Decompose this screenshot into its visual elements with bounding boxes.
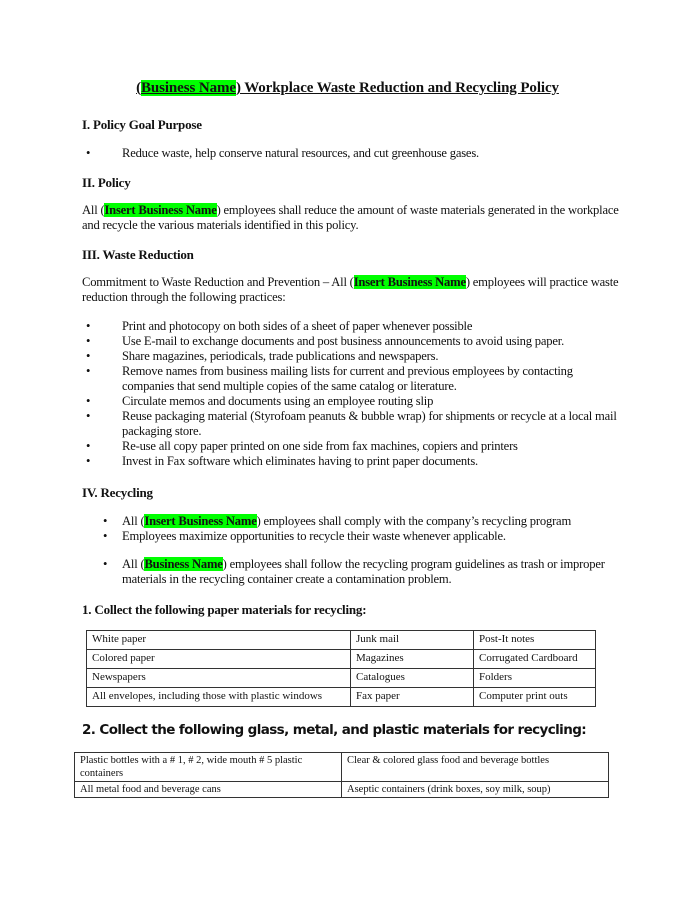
business-name-placeholder: Insert Business Name	[353, 275, 466, 289]
bullet-icon: •	[86, 146, 91, 160]
table-cell: All envelopes, including those with plastic windows	[87, 688, 351, 707]
table-row	[87, 631, 596, 650]
bullet-icon: •	[86, 439, 91, 453]
title-suffix: ) Workplace Waste Reduction and Recycling Policy	[235, 80, 559, 96]
list-item: • Reuse packaging material (Styrofoam peanuts & bubble wrap) for shipments or recycle at a local mail packaging store.	[86, 409, 617, 438]
table-cell: Post-It notes	[474, 631, 596, 650]
bullet-icon: •	[86, 334, 91, 348]
bullet-icon: •	[103, 514, 108, 528]
business-name-placeholder: Business Name	[144, 557, 223, 571]
title-prefix: (	[136, 80, 141, 96]
list-item: • Circulate memos and documents using an employee routing slip	[86, 394, 434, 408]
policy-goal-list	[82, 146, 627, 161]
policy-paragraph: All (Insert Business Name) employees shall reduce the amount of waste materials generated in the workplace and recycle the various materials identified in this policy.	[82, 203, 619, 232]
section-heading-recycling: IV. Recycling	[82, 485, 153, 500]
paper-materials-heading: 1. Collect the following paper materials for recycling:	[82, 602, 367, 617]
bullet-icon: •	[86, 319, 91, 333]
bullet-icon: •	[86, 454, 91, 468]
table-cell: Newspapers	[87, 669, 351, 688]
list-item: • All (Insert Business Name) employees shall comply with the company’s recycling program	[103, 514, 572, 528]
bullet-icon: •	[103, 529, 108, 543]
business-name-placeholder: Insert Business Name	[144, 514, 257, 528]
bullet-icon: •	[86, 409, 91, 423]
bullet-icon: •	[86, 364, 91, 378]
section-heading-policy: II. Policy	[82, 175, 131, 190]
table-cell: Aseptic containers (drink boxes, soy milk, soup)	[342, 782, 609, 798]
table-cell: Fax paper	[351, 688, 474, 707]
recycling-list	[82, 514, 627, 587]
section-heading-policy-goal: I. Policy Goal Purpose	[82, 117, 202, 132]
document-title	[0, 80, 695, 97]
list-item: • All (Business Name) employees shall follow the recycling program guidelines as trash or improper materials in the recycling container create a contamination problem.	[103, 557, 605, 586]
waste-reduction-paragraph: Commitment to Waste Reduction and Prevention – All (Insert Business Name) employees will practice waste reduction through the following practices:	[82, 275, 619, 304]
glass-metal-plastic-table	[74, 752, 609, 798]
table-cell: All metal food and beverage cans	[75, 782, 342, 798]
business-name-placeholder: Insert Business Name	[104, 203, 217, 217]
list-item: • Re-use all copy paper printed on one side from fax machines, copiers and printers	[86, 439, 518, 453]
bullet-icon: •	[103, 557, 108, 571]
table-row	[75, 782, 609, 798]
list-item: • Print and photocopy on both sides of a sheet of paper whenever possible	[86, 319, 473, 333]
waste-reduction-list	[82, 319, 627, 469]
table-row	[75, 753, 609, 782]
table-cell: Plastic bottles with a # 1, # 2, wide mouth # 5 plastic containers	[75, 753, 342, 782]
table-row	[87, 669, 596, 688]
table-row	[87, 688, 596, 707]
section-heading-waste-reduction: III. Waste Reduction	[82, 247, 194, 262]
table-cell: Computer print outs	[474, 688, 596, 707]
list-item: • Employees maximize opportunities to recycle their waste whenever applicable.	[103, 529, 506, 543]
glass-metal-plastic-heading: 2. Collect the following glass, metal, and plastic materials for recycling:	[82, 722, 587, 738]
table-cell: White paper	[87, 631, 351, 650]
list-item: • Reduce waste, help conserve natural resources, and cut greenhouse gases.	[86, 146, 479, 160]
paper-materials-table	[86, 630, 596, 707]
list-item: • Share magazines, periodicals, trade publications and newspapers.	[86, 349, 439, 363]
table-cell: Magazines	[351, 650, 474, 669]
bullet-icon: •	[86, 394, 91, 408]
table-cell: Colored paper	[87, 650, 351, 669]
table-cell: Junk mail	[351, 631, 474, 650]
list-item: • Invest in Fax software which eliminates having to print paper documents.	[86, 454, 478, 468]
table-cell: Catalogues	[351, 669, 474, 688]
table-cell: Clear & colored glass food and beverage bottles	[342, 753, 609, 782]
bullet-icon: •	[86, 349, 91, 363]
table-row	[87, 650, 596, 669]
list-item: • Use E-mail to exchange documents and post business announcements to avoid using paper.	[86, 334, 565, 348]
list-item: • Remove names from business mailing lists for current and previous employees by contacting companies that send multiple copies of the same catalog or literature.	[86, 364, 573, 393]
table-cell: Folders	[474, 669, 596, 688]
business-name-placeholder: Business Name	[140, 80, 236, 96]
table-cell: Corrugated Cardboard	[474, 650, 596, 669]
